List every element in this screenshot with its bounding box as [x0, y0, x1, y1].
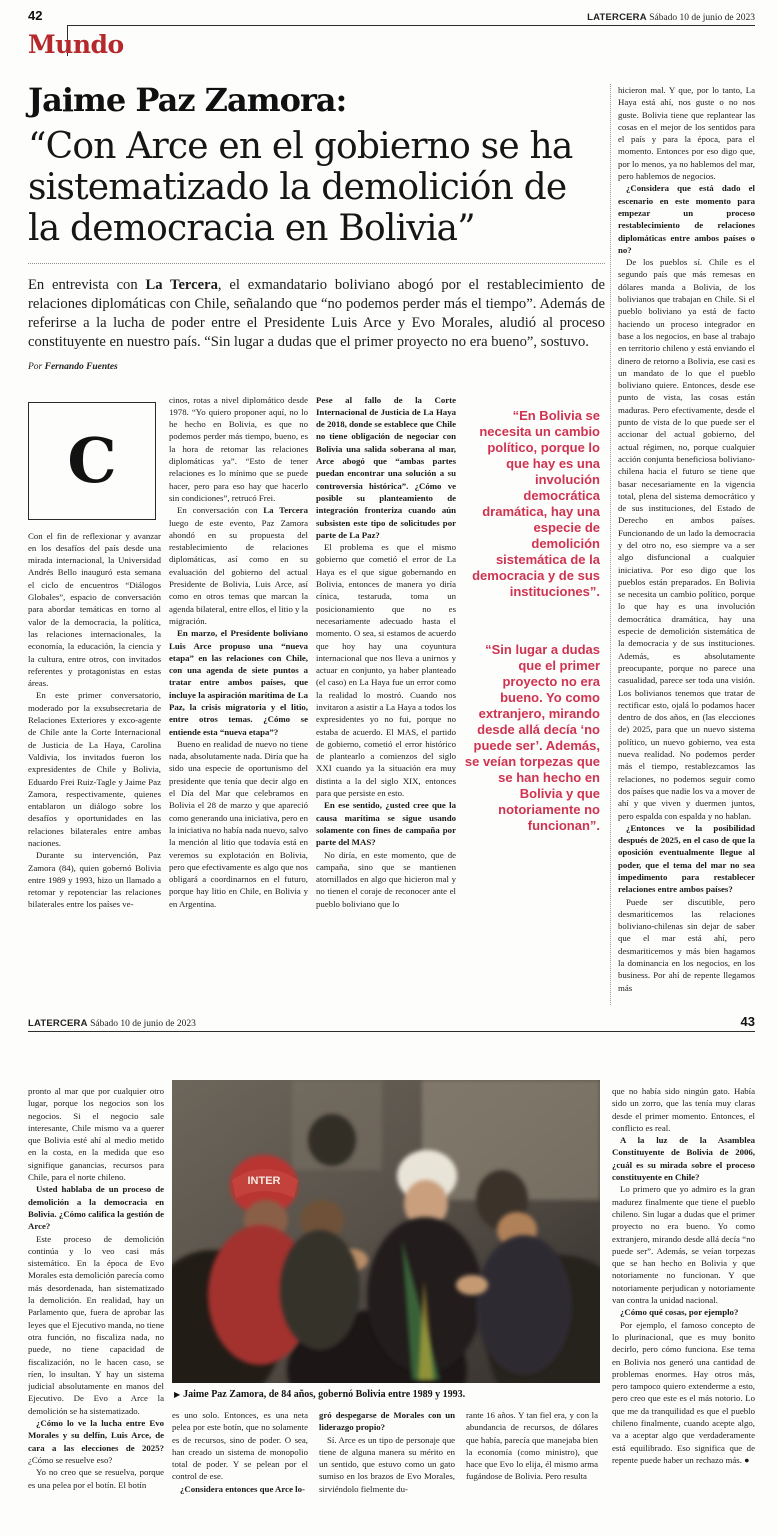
byline-prefix: Por: [28, 361, 45, 372]
article-columns-p42: [28, 394, 605, 944]
kicker: Jaime Paz Zamora:: [28, 81, 347, 119]
masthead-date: Sábado 10 de junio de 2023: [646, 13, 755, 23]
p43-column-right: que no había sido ningún gato. Había sido un zorro, que las tenía muy claras desde el primer momento. Entonces, el conflicto es real. A la luz de la Asamblea Constituyente de Bolivia de 2006, ¿cuál es su mirada sobre el proceso constituyente en Chile? Lo primero que yo admiro es la gran madurez finalmente que tiene el pueblo chileno. Sin lugar a dudas que el primer proyecto no era bueno. Yo como extranjero, mirando desde allá decía “no puede ser”. Además, se veían torpezas que se han hecho en Bolivia y que notoriamente no funcionan. Y que notoriamente perjudican y notoriamente van contra la unidad nacional. ¿Cómo qué cosas, por ejemplo? Por ejemplo, el famoso concepto de lo plurinacional, que es muy bonito decirlo, pero cómo funciona. Ese tema en Bolivia nos generó una cantidad de problemas enormes. Hay otros más, pero tampoco quiero extenderme a esto, pero creo que este es el más notorio. Lo que me da tranquilidad es que el pueblo chileno finalmente, cuando acepte algo, va a aceptar algo que verdaderamente está equilibrado. Eso significa que de repente puede haber un rechazo más. ●: [612, 1086, 755, 1465]
article-photo: [172, 1080, 600, 1383]
section-title: Mundo: [28, 30, 124, 59]
photo-cap-text: INTER: [247, 1175, 281, 1187]
p43-column-c: rante 16 años. Y tan fiel era, y con la abundancia de recursos, de dólares que había, parecía que manejaba bien la economía (como ministro), que hace que Evo lo elija, él mismo arma fugándose de Bolivia. Pero resulta: [466, 1410, 598, 1482]
page43-header: [28, 1014, 755, 1029]
masthead-brand-43: LATERCERA: [28, 1018, 88, 1029]
article-column-5: hicieron mal. Y que, por lo tanto, La Haya está ahí, nos guste o no nos guste. Bolivia tiene que replantear las cosas en el mejor de los sentidos para el país y para la época, para el momento. Entonces por eso digo que, por lo menos, ya no hablemos del mar, pero hablemos de negocios. ¿Considera que está dado el escenario en este momento para empezar un proceso restablecimiento de relaciones diplomáticas entre ambos países o no? De los pueblos sí. Chile es el segundo país que más remesas en dólares manda a Bolivia, de los bolivianos que trabajan en Chile. Si el pueblo boliviano ya está de facto haciendo un proceso integrador en base a los negocios, en base al trabajo en territorio chileno y está enviando el dinero de retorno a Bolivia, ese casi es un mandato de lo que el pueblo boliviano quiere. Entonces, desde ese punto de vista, las cosas están maduras. Pero efectivamente, desde el punto de vista de lo que puede ser el accionar del actual gobierno, del actual régimen, no, porque cualquier acción conjunta beneficiosa boliviano-chilena hacia el futuro se tiene que basar necesariamente en la vigencia total, plena del sistema democrático y de sus instituciones, del Estado de Derecho en ambos países. Funcionando de un lado la democracia y del otro no, eso siempre va a ser algo disfuncional a cualquier iniciativa. Por eso digo que los pueblos están preparados. En Bolivia se necesita un cambio político, porque lo que hay es una involución democrática dramática, hay una especie de demolición sistemática de la democracia y de sus instituciones. Además, es absolutamente preocupante, porque no parece una casualidad, parece ser toda una visión. Los bolivianos tenemos que tratar de rectificar esto, ojalá lo podamos hacer dentro de dos años, en (las elecciones de) 2025, para que un nuevo sistema político, un nuevo gobierno, vea esta nueva realidad. No podemos perder más el tiempo, restablezcamos las relaciones, no podemos seguir como dos países que nadie los va a mover de ahí y que viven y duermen juntos, pero espalda con espalda y no hablan. ¿Entonces ve la posibilidad después de 2025, en el caso de que la oposición eventualmente llegue al poder, que el tema del mar no sea impedimento para restablecer relaciones entre ambos países? Puede ser discutible, pero desmariticemos las relaciones boliviano-chilenas sin dejar de saber que el mar está ahí, pero desmariticemos y más bien hagamos la dominancia en los negocios, en los business. Por ahí de repente llegamos más: [610, 84, 755, 1005]
article-column-2: cinos, rotas a nivel diplomático desde 1978. “Yo quiero proponer aquí, no lo he hecho en Bolivia, es que no podemos perder más tiempo, bueno, es la hora de retomar las relaciones diplomáticas ya”. “Esto de tener relaciones es lo mínimo que se puede hacer, pero para eso hay que hacerlo sin condiciones”, retrucó Frei. En conversación con La Tercera luego de este evento, Paz Zamora ahondó en su propuesta del restablecimiento de relaciones diplomáticas, así como en su evaluación del gobierno del actual Presidente de Bolivia, Luis Arce, así como en otros temas que marcan la agenda bilateral, entre ellos, el litio y la migración. En marzo, el Presidente boliviano Luis Arce propuso una “nueva etapa” en las relaciones con Chile, con una agenda de siete puntos a tratar entre ambos países, que incluye la aspiración marítima de La Paz, la crisis migratoria y el litio, entre otros temas. ¿Cómo se entiende esta “nueva etapa”? Bueno en realidad de nuevo no tiene nada, absolutamente nada. Diría que ha sido una especie de oportunismo del presidente que tenía que decir algo en el Día del Mar que celebramos en Bolivia el 28 de marzo y que apareció como generando una iniciativa, pero en la iniciativa no había nada nuevo, salvo la mención al litio que todavía está en veremos su explotación en Bolivia, pero que efectivamente es algo que nos obligará a coordinarnos en el futuro, porque hay litio en Chile, en Bolivia y en Argentina.: [169, 394, 308, 909]
page42-main: [28, 81, 605, 944]
byline-author: Fernando Fuentes: [44, 361, 118, 372]
page42-masthead: [587, 12, 755, 23]
caption-text: Jaime Paz Zamora, de 84 años, gobernó Bolivia entre 1989 y 1993.: [183, 1389, 466, 1400]
photo-caption: [174, 1389, 600, 1400]
article-column-1: [28, 394, 161, 944]
page43-masthead: [28, 1018, 196, 1029]
dropcap-letter: C: [67, 424, 117, 498]
caption-marker-icon: ▶: [174, 1390, 181, 1399]
article-column-3: Pese al fallo de la Corte Internacional de Justicia de La Haya de 2018, donde se establece que Chile no tiene obligación de negociar con Bolivia una salida soberana al mar, Arce abogó que “ambas partes puedan encontrar una solución a su controversia histórica”. ¿Cómo ve posible su planteamiento de integración fronteriza cuando aún subsisten este tipo de solicitudes por parte de La Paz? El problema es que el mismo gobierno que cometió el error de La Haya es el que sigue gobernando en Bolivia, entonces de manera yo diría cínica, testaruda, toma un posicionamiento que no es necesariamente adecuado hasta el momento. O sea, si estamos de acuerdo que hoy hay una coyuntura internacional que nos lleva a unirnos y actuar en conjunto, ya haber planteado (el caso) en La Haya fue un error como la realidad lo mostró. Cuando nos invitaron a asistir a La Haya a todos los expresidentes yo no fui, porque no estaba de acuerdo. El MAS, el partido de gobierno, cometió el error histórico de plantearlo a comienzos del siglo XXI cuando ya la situación era muy distinta a la del siglo XIX, entonces para que persiste en esto. En ese sentido, ¿usted cree que la causa marítima se sigue usando solamente con fines de campaña por parte del MAS? No diría, en este momento, que de campaña, sino que se mantienen atornillados en algo que hicieron mal y no tienen el coraje de reconocer ante el pueblo boliviano que lo: [316, 394, 456, 909]
p43-column-b: gró despegarse de Morales con un liderazgo propio? Sí. Arce es un tipo de personaje que tiene de alguna manera su mérito en un sentido, que estuvo como un gato sumiso en los brazos de Evo Morales, sirviéndolo fielmente du-: [319, 1410, 455, 1494]
headline: “Con Arce en el gobierno se ha sistematizado la demolición de la democracia en Bolivia”: [28, 125, 573, 249]
dropcap-box: [28, 402, 156, 520]
p43-column-left: pronto al mar que por cualquier otro lugar, porque los negocios son los negocios. Si el negocio sale interesante, Chile mismo va a querer que Bolivia esté ahí al medio metido en la costa, en la medida que eso signifique ganancias, recursos para Chile, para el norte chileno. Usted hablaba de un proceso de demolición a la democracia en Bolivia. ¿Cómo califica la gestión de Arce? Este proceso de demolición continúa y lo veo casi más sistemático. En la época de Evo Morales esta demolición parecía como más desordenada, han sistematizado la demolición. En realidad, hay un Parlamento que, fuera de aprobar las leyes que el Ejecutivo manda, no tiene otra función, no fiscaliza nada, no puede, no tiene capacidad de fiscalización, no le hacen caso, se ríen, lo insultan. Y hay un sistema judicial absolutamente en manos del Ejecutivo. De Evo a Arce la demolición se ha sistematizado. ¿Cómo lo ve la lucha entre Evo Morales y su delfín, Luis Arce, de cara a las elecciones de 2025? ¿Cómo se resuelve eso? Yo no creo que se resuelva, porque es una pelea por el botín. El botín: [28, 1086, 164, 1490]
pullquote-2: “Sin lugar a dudas que el primer proyecto no era bueno. Yo como extranjero, mirando desde allá decía ‘no puede ser’. Además, se veían torpezas que se han hecho en Bolivia y que notoriamente no funcionan”.: [464, 641, 600, 833]
page42-number: 42: [28, 8, 43, 23]
page43-header-rule: [28, 1031, 755, 1032]
lede: En entrevista con La Tercera, el exmandatario boliviano abogó por el restablecimiento de relaciones diplomáticas con Chile, señalando que “no podemos perder más el tiempo”. Además de referirse a la lucha de poder entre el Presidente Luis Arce y Evo Morales, aludió al proceso constituyente en nuestro país. “Sin lugar a dudas que el primer proyecto no era bueno”, sostuvo.: [28, 276, 605, 350]
p43-under-photo-columns: [172, 1409, 600, 1536]
header-rule: [67, 25, 755, 26]
masthead-date-43: Sábado 10 de junio de 2023: [87, 1019, 196, 1029]
p43-center-block: [172, 1080, 600, 1536]
headline-rule: [28, 263, 605, 264]
pullquote-1: “En Bolivia se necesita un cambio político, porque lo que hay es una involución democrática dramática, hay una especie de demolición sistemática de la democracia y de sus instituciones”.: [472, 407, 600, 599]
pullquote-column: [464, 394, 600, 944]
masthead-brand: LATERCERA: [587, 12, 647, 23]
page43-number: 43: [740, 1014, 755, 1029]
article-column-1-text: Con el fin de reflexionar y avanzar en los desafíos del país desde una mirada internacional, la Universidad Andrés Bello inauguró esta semana el ciclo de encuentros “Diálogos Globales”, espacio de conversación para abordar temáticas en torno al valor de la democracia, la política, las relaciones internacionales, la economía, la educación, la ciencia y la cultura, entre otros, con invitados referentes y protagonistas en estas áreas. En este primer conversatorio, moderado por la exsubsecretaria de Relaciones Exteriores y exco-agente de Chile ante la Corte Internacional de Justicia de La Haya, Carolina Valdivia, los invitados fueron los expresidentes de Chile y Bolivia, Eduardo Frei Ruiz-Tagle y Jaime Paz Zamora, respectivamente, quienes entablaron un diálogo sobre los desafíos y oportunidades en las relaciones bilaterales entre ambas naciones. Durante su intervención, Paz Zamora (84), quien gobernó Bolivia entre 1989 y 1993, hizo un llamado a retomar y repotenciar las relaciones bilaterales entre los países ve-: [28, 530, 161, 910]
p43-column-a: es uno solo. Entonces, es una neta pelea por este botín, que no solamente es de recursos, sino de poder. O sea, han creado un sistema de monopolio total de poder. Y se pelean por el control de ese. ¿Considera entonces que Arce lo-: [172, 1410, 308, 1494]
byline: [28, 362, 605, 372]
page42-header: [28, 8, 755, 23]
